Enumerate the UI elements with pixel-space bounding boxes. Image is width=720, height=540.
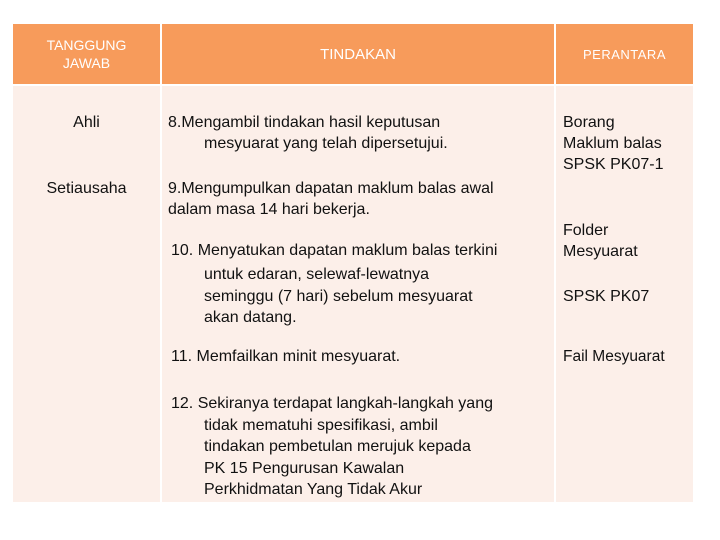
perantara-borang-line3: SPSK PK07-1: [563, 156, 664, 173]
action-item-10-line3: seminggu (7 hari) sebelum mesyuarat: [204, 288, 473, 305]
perantara-folder-line2: Mesyuarat: [563, 243, 638, 260]
action-item-10-line1: 10. Menyatukan dapatan maklum balas terkini: [171, 242, 498, 259]
header-tanggung-jawab: [13, 24, 160, 84]
header-tindakan: [162, 24, 554, 84]
action-item-12-line3: tindakan pembetulan merujuk kepada: [204, 438, 471, 455]
action-item-8-line2: mesyuarat yang telah dipersetujui.: [204, 135, 448, 152]
perantara-spsk: SPSK PK07: [563, 288, 650, 305]
action-item-11-line1: 11. Memfailkan minit mesyuarat.: [171, 348, 401, 365]
action-item-9-line2: dalam masa 14 hari bekerja.: [168, 201, 370, 218]
role-setiausaha: Setiausaha: [46, 180, 127, 197]
action-item-12-line2: tidak mematuhi spesifikasi, ambil: [204, 417, 438, 434]
role-ahli: Ahli: [73, 114, 100, 131]
action-item-12-line4: PK 15 Pengurusan Kawalan: [204, 460, 405, 477]
action-item-12-line1: 12. Sekiranya terdapat langkah-langkah yang: [171, 395, 493, 412]
action-item-9-line1: 9.Mengumpulkan dapatan maklum balas awal: [168, 180, 494, 197]
perantara-borang-line2: Maklum balas: [563, 135, 662, 152]
action-item-10-line4: akan datang.: [204, 309, 297, 326]
perantara-fail: Fail Mesyuarat: [563, 348, 665, 365]
action-item-8-line1: 8.Mengambil tindakan hasil keputusan: [168, 114, 441, 131]
action-item-12-line5: Perkhidmatan Yang Tidak Akur: [204, 481, 423, 498]
header-tanggung-jawab-line1: TANGGUNG: [46, 37, 127, 53]
header-tindakan-label: TINDAKAN: [320, 45, 396, 63]
perantara-folder-line1: Folder: [563, 222, 609, 239]
header-perantara: [556, 24, 693, 84]
column-tanggung-jawab: [13, 86, 160, 502]
perantara-borang-line1: Borang: [563, 114, 615, 131]
header-tanggung-jawab-line2: JAWAB: [62, 55, 111, 71]
header-perantara-label: PERANTARA: [583, 46, 666, 62]
action-item-10-line2: untuk edaran, selewaf-lewatnya: [204, 266, 430, 283]
